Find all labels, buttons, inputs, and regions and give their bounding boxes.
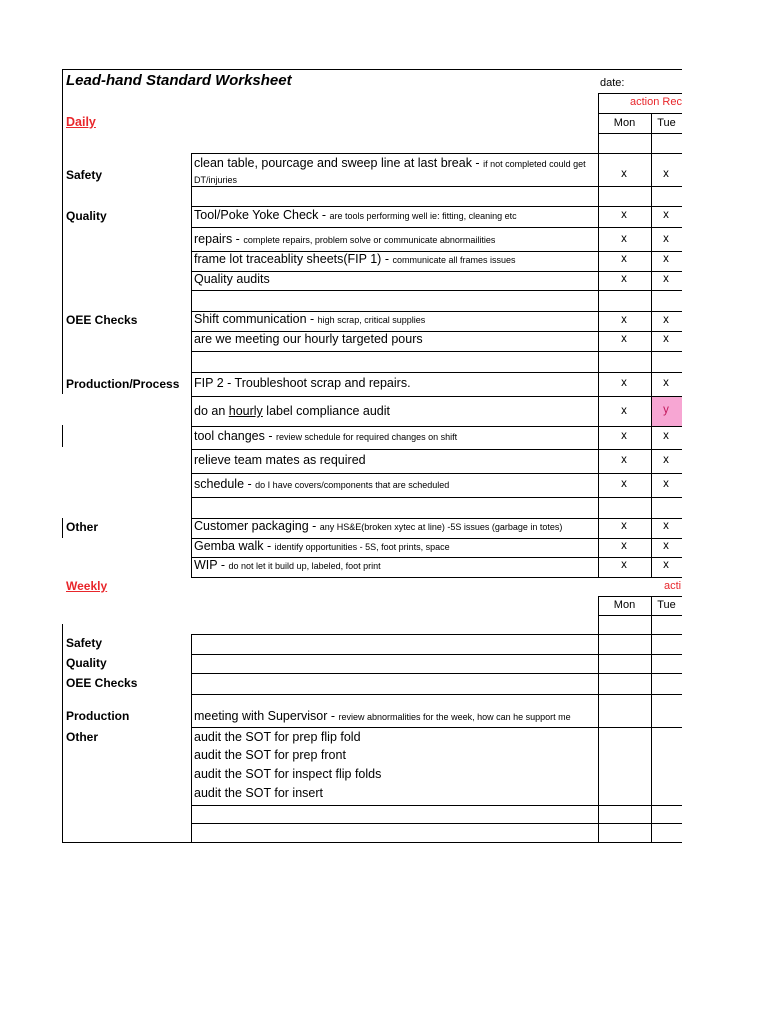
task-gemba-walk: Gemba walk - identify opportunities - 5S, foot prints, space [194,539,450,553]
weekly-header-top [598,596,682,597]
weekly-task-sot-insert: audit the SOT for insert [194,786,323,800]
mark-mon: x [621,520,627,532]
task-wip: WIP - do not let it build up, labeled, foot print [194,558,381,572]
daily-header-top [598,93,682,94]
action-required-label: action Rec [630,96,682,108]
row-line [191,372,682,373]
mark-mon: x [621,377,627,389]
daily-tue-col-left [651,133,652,578]
task-relieve-team: relieve team mates as required [194,453,366,467]
task-shift-communication: Shift communication - high scrap, critical supplies [194,312,426,326]
row-line [191,449,682,450]
sheet-bottom-border [62,842,682,843]
mark-tue-highlighted: y [663,404,669,416]
weekly-category-safety: Safety [66,636,103,650]
task-hourly-pours: are we meeting our hourly targeted pours [194,332,423,346]
task-fip2: FIP 2 - Troubleshoot scrap and repairs. [194,376,411,390]
category-other: Other [66,520,99,534]
mark-tue: x [663,478,669,490]
row-line [598,133,682,134]
row-line [191,206,682,207]
row-line [191,577,682,578]
row-line [191,557,682,558]
mark-mon: x [621,405,627,417]
weekly-mon-header: Mon [613,599,636,611]
row-line [191,673,682,674]
row-line [191,497,682,498]
mark-mon: x [621,253,627,265]
worksheet-title: Lead-hand Standard Worksheet [66,72,292,89]
row-line [191,351,682,352]
task-quality-audits: Quality audits [194,272,270,286]
mark-tue: x [663,168,669,180]
mark-mon: x [621,209,627,221]
sheet-top-border [62,69,682,70]
row-line [191,823,682,824]
mark-mon: x [621,454,627,466]
row-line [191,654,682,655]
weekly-task-supervisor-meeting: meeting with Supervisor - review abnormalities for the week, how can he support me [194,709,571,723]
task-customer-packaging: Customer packaging - any HS&E(broken xytec at line) -5S issues (garbage in totes) [194,519,563,533]
row-line [191,290,682,291]
weekly-heading: Weekly [66,579,108,593]
mark-mon: x [621,333,627,345]
task-label-compliance: do an hourly label compliance audit [194,404,390,418]
category-production-process: Production/Process [66,377,180,391]
mark-mon: x [621,168,627,180]
mark-tue: x [663,253,669,265]
mark-tue: x [663,559,669,571]
category-quality: Quality [66,209,107,223]
mark-tue: x [663,209,669,221]
weekly-category-quality: Quality [66,656,107,670]
row-line [191,634,682,635]
sheet-left-border-2 [62,624,63,843]
mark-tue: x [663,520,669,532]
weekly-task-sot-prep-front: audit the SOT for prep front [194,748,346,762]
stray-border-mark [62,425,63,447]
row-line [191,727,682,728]
row-line [191,473,682,474]
date-label: date: [600,77,625,89]
daily-mon-col-left [598,133,599,578]
weekly-category-oee-checks: OEE Checks [66,676,138,690]
row-line [191,153,682,154]
task-clean-table-note: DT/injuries [194,175,238,185]
weekly-action-label: acti [664,580,682,592]
task-repairs: repairs - complete repairs, problem solve or communicate abnormailities [194,232,496,246]
weekly-task-sot-prep-flip-fold: audit the SOT for prep flip fold [194,730,361,744]
mark-mon: x [621,559,627,571]
daily-tue-header: Tue [657,117,676,129]
row-line [191,426,682,427]
row-line [191,805,682,806]
mark-tue: x [663,454,669,466]
weekly-header-mid [598,615,682,616]
weekly-mon-col-left [598,615,599,843]
task-tool-poke-yoke: Tool/Poke Yoke Check - are tools performing well ie: fitting, cleaning etc [194,208,517,222]
category-oee-checks: OEE Checks [66,313,138,327]
daily-mon-header: Mon [613,117,636,129]
mark-tue: x [663,377,669,389]
mark-mon: x [621,314,627,326]
mark-tue: x [663,540,669,552]
row-line [191,227,682,228]
task-clean-table: clean table, pourcage and sweep line at last break - if not completed could get [194,156,586,170]
daily-task-col-left [191,153,192,578]
task-schedule: schedule - do I have covers/components that are scheduled [194,477,450,491]
mark-mon: x [621,273,627,285]
weekly-tue-header: Tue [657,599,676,611]
task-tool-changes: tool changes - review schedule for required changes on shift [194,429,458,443]
mark-tue: x [663,273,669,285]
mark-mon: x [621,430,627,442]
weekly-task-sot-inspect-flip-folds: audit the SOT for inspect flip folds [194,767,382,781]
weekly-category-other: Other [66,730,99,744]
row-line [191,186,682,187]
mark-mon: x [621,478,627,490]
weekly-category-production: Production [66,709,130,723]
sheet-left-border [62,69,63,394]
daily-heading: Daily [66,115,96,129]
row-line [191,396,682,397]
mark-tue: x [663,430,669,442]
mark-mon: x [621,233,627,245]
task-frame-lot: frame lot traceablity sheets(FIP 1) - communicate all frames issues [194,252,516,266]
mark-tue: x [663,233,669,245]
category-safety: Safety [66,168,103,182]
row-line [191,694,682,695]
daily-header-mid [598,113,682,114]
weekly-task-col-left [191,634,192,843]
mark-tue: x [663,333,669,345]
stray-border-mark-2 [62,518,63,538]
mark-tue: x [663,314,669,326]
mark-mon: x [621,540,627,552]
